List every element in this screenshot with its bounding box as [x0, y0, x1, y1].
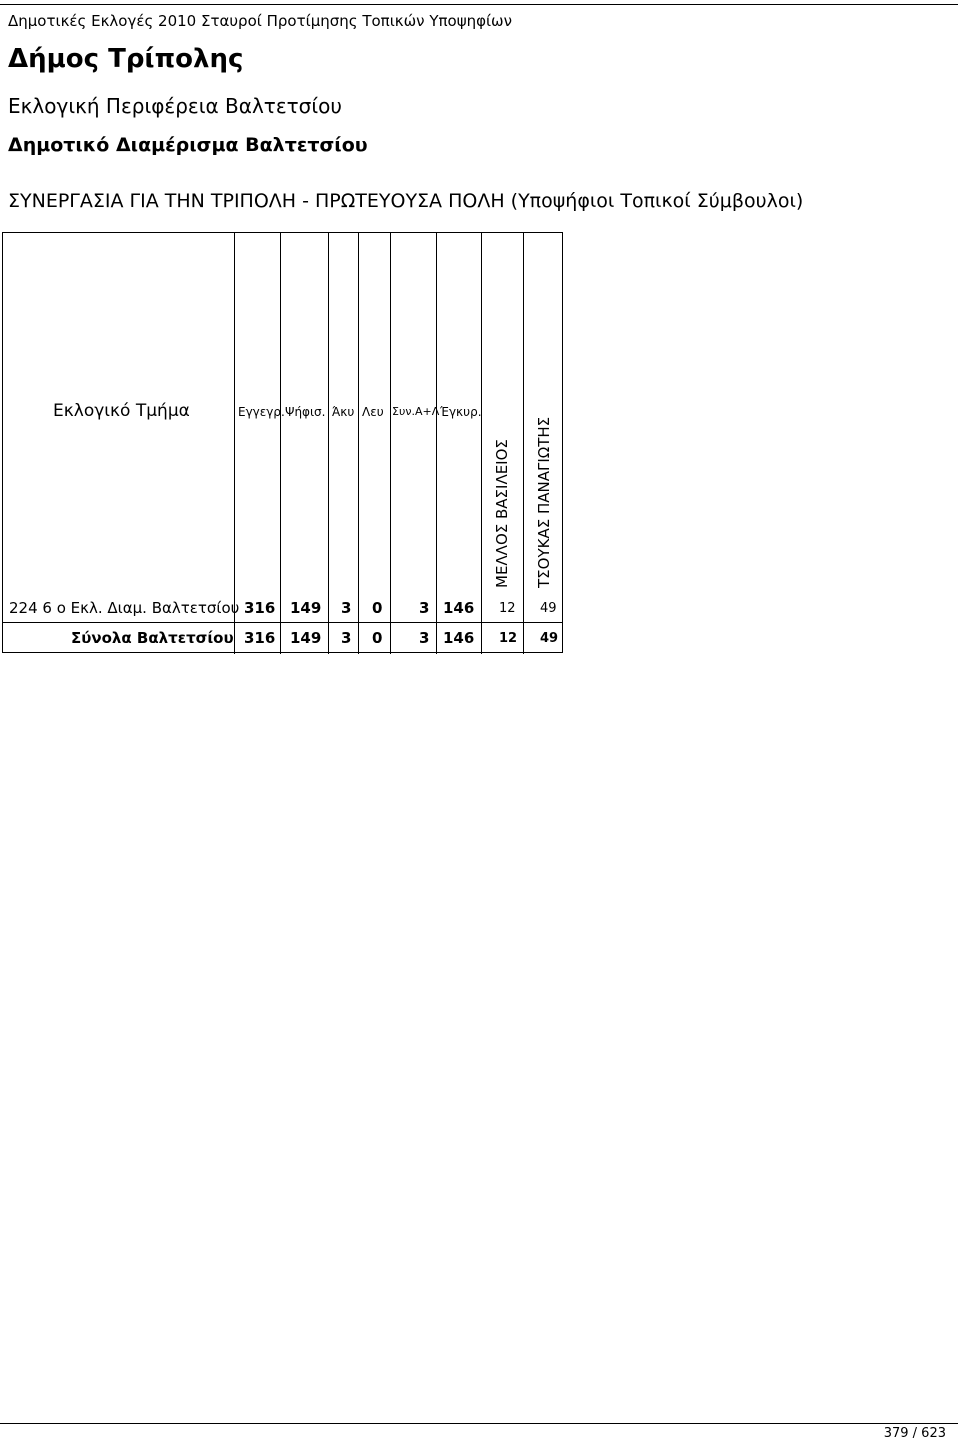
grid-line — [523, 233, 524, 654]
header-blank: Λευ — [362, 405, 384, 419]
row-invalid: 3 — [341, 599, 352, 617]
grid-line — [328, 233, 329, 654]
totals-valid: 146 — [443, 629, 475, 647]
header-section: Εκλογικό Τμήμα — [53, 401, 190, 421]
totals-invalid-blank-total: 3 — [419, 629, 430, 647]
row-blank: 0 — [372, 599, 383, 617]
totals-blank: 0 — [372, 629, 383, 647]
totals-candidate-votes: 12 — [499, 631, 518, 646]
row-registered: 316 — [244, 599, 276, 617]
grid-line — [481, 233, 482, 654]
party-name: ΣΥΝΕΡΓΑΣΙΑ ΓΙΑ ΤΗΝ ΤΡΙΠΟΛΗ - ΠΡΩΤΕΥΟΥΣΑ ΠΟΛΗ (Υποψήφιοι Τοπικοί Σύμβουλοι) — [8, 190, 804, 212]
grid-line — [390, 233, 391, 654]
results-table — [2, 232, 563, 653]
row-candidate-votes: 49 — [540, 601, 557, 616]
row-candidate-votes: 12 — [499, 601, 516, 616]
row-valid: 146 — [443, 599, 475, 617]
totals-invalid: 3 — [341, 629, 352, 647]
candidate-name: ΤΣΟΥΚΑΣ ΠΑΝΑΓΙΩΤΗΣ — [535, 416, 553, 588]
header-rule — [0, 0, 958, 5]
row-voted: 149 — [290, 599, 322, 617]
header-invalid-blank-total: Συν.Α+Λ — [392, 405, 440, 418]
running-title: Δημοτικές Εκλογές 2010 Σταυροί Προτίμησης Τοπικών Υποψηφίων — [8, 12, 513, 30]
totals-voted: 149 — [290, 629, 322, 647]
header-invalid: Άκυ — [332, 405, 355, 419]
totals-registered: 316 — [244, 629, 276, 647]
header-valid: Έγκυρ. — [440, 405, 482, 419]
municipal-district: Δημοτικό Διαμέρισμα Βαλτετσίου — [8, 134, 368, 156]
header-voted: Ψήφισ. — [285, 405, 326, 419]
grid-line — [3, 622, 562, 623]
page-number: 379 / 623 — [883, 1426, 946, 1441]
grid-line — [358, 233, 359, 654]
grid-line — [234, 233, 235, 654]
header-registered: Εγγεγρ. — [238, 405, 285, 419]
grid-line — [280, 233, 281, 654]
totals-candidate-votes: 49 — [540, 631, 559, 646]
row-invalid-blank-total: 3 — [419, 599, 430, 617]
municipality-title: Δήμος Τρίπολης — [8, 44, 244, 74]
electoral-region: Εκλογική Περιφέρεια Βαλτετσίου — [8, 94, 342, 118]
footer-rule — [0, 1423, 958, 1424]
row-section: 224 6 ο Εκλ. Διαμ. Βαλτετσίου — [9, 599, 240, 617]
totals-label: Σύνολα Βαλτετσίου — [71, 629, 234, 647]
grid-line — [436, 233, 437, 654]
candidate-name: ΜΕΛΛΟΣ ΒΑΣΙΛΕΙΟΣ — [493, 439, 511, 588]
